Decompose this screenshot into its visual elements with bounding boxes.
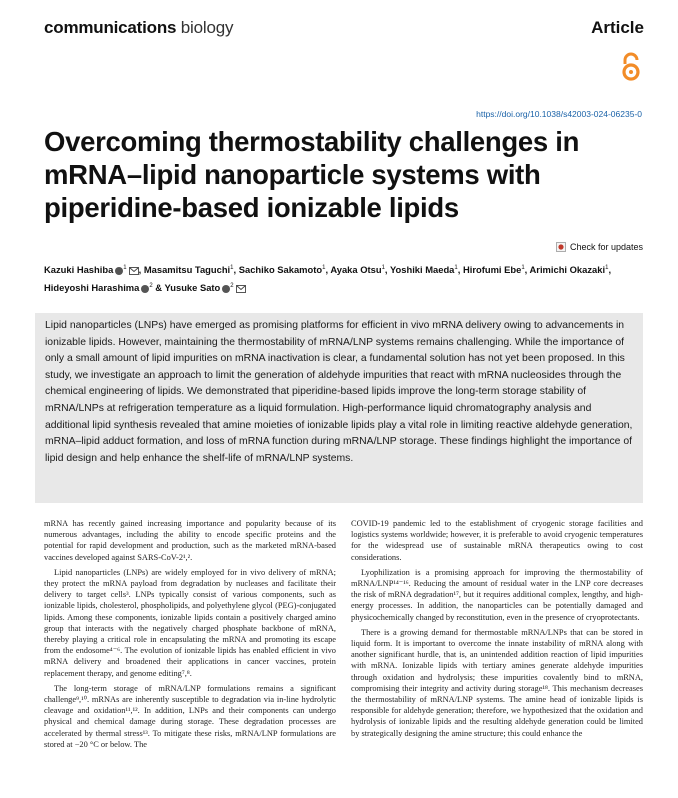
check-updates-button[interactable]: [556, 242, 643, 252]
author[interactable]: [390, 264, 463, 275]
journal-header: [44, 16, 644, 38]
author[interactable]: [463, 264, 530, 275]
author[interactable]: [239, 264, 331, 275]
author-name: Ayaka Otsu: [330, 264, 382, 276]
author[interactable]: [44, 282, 165, 293]
brand-light: biology: [176, 18, 234, 37]
affiliation-marker: 2: [230, 283, 234, 290]
affiliation-marker: 1: [454, 265, 458, 271]
author-separator: ,: [233, 264, 239, 276]
body-paragraph: The long-term storage of mRNA/LNP formulations remains a significant challenge⁹,¹⁰. mRNAs are inherently susceptible to degradation via in-line hydrolytic cleavage and oxidation¹¹,¹². In addition, LNPs and their components can undergo physical and chemical damage during storage. These degradation processes are accelerated by thermal stress¹³. To mitigate these risks, mRNA/LNP formulations are stored at −20 °C or below. The: [44, 683, 336, 749]
affiliation-marker: 1: [230, 265, 234, 271]
author[interactable]: [144, 264, 239, 275]
affiliation-marker: 1: [381, 265, 385, 271]
author-separator: ,: [608, 264, 612, 276]
author-name: Hirofumi Ebe: [462, 264, 522, 276]
open-access-icon[interactable]: [620, 52, 642, 82]
author-name: Kazuki Hashiba: [44, 264, 114, 276]
author-name: Arimichi Okazaki: [529, 264, 606, 276]
body-paragraph: COVID-19 pandemic led to the establishment of cryogenic storage facilities and logistics systems worldwide; however, it is preferable to avoid cryogenic temperatures for the widespread use of sustainable mRNA therapeutics owing to cost considerations.: [351, 519, 643, 562]
author-name: Masamitsu Taguchi: [143, 264, 231, 276]
doi-link[interactable]: https://doi.org/10.1038/s42003-024-06235-0: [476, 109, 642, 119]
body-column-right: [351, 518, 643, 739]
abstract-text: Lipid nanoparticles (LNPs) have emerged as promising platforms for efficient in vivo mRNA delivery owing to advancements in ionizable lipids. However, maintaining the thermostability of mRNA/LNP systems remains challenging. While the importance of only a small amount of lipid impurities on mRNA inactivation is clear, a fundamental solution has not yet been proposed. In this study, we investigate an approach to limit the generation of aldehyde impurities that react with mRNA nucleosides through the chemical engineering of lipids. We demonstrated that piperidine-based lipids improve the long-term storage stability of mRNA/LNPs at refrigeration temperature as a liquid formulation. High-performance liquid chromatography analysis and additional lipid synthesis revealed that amine moieties of ionizable lipids play a vital role in limiting reactive aldehyde generation, mRNA–lipid adduct formation, and loss of mRNA function during mRNA/LNP storage. These findings highlight the importance of lipid design and help enhance the shelf-life of mRNA/LNP systems.: [45, 320, 633, 464]
affiliation-marker: 2: [149, 283, 153, 290]
author-name: Hideyoshi Harashima: [44, 282, 140, 294]
email-icon[interactable]: [236, 285, 246, 293]
abstract-box: [35, 313, 643, 503]
author-separator: ,: [524, 264, 530, 276]
affiliation-marker: 1: [521, 265, 525, 271]
author-separator: &: [152, 282, 165, 294]
email-icon[interactable]: [129, 267, 139, 275]
check-updates-icon: [556, 242, 566, 252]
author-list: [44, 260, 644, 296]
author-name: Yoshiki Maeda: [389, 264, 455, 276]
author[interactable]: [165, 282, 246, 293]
author-separator: ,: [138, 264, 144, 276]
check-updates-label: Check for updates: [569, 242, 643, 252]
affiliation-marker: 1: [322, 265, 326, 271]
affiliation-marker: 1: [605, 265, 609, 271]
body-paragraph: There is a growing demand for thermostable mRNA/LNPs that can be stored in liquid form. It is important to overcome the innate instability of mRNA along with another significant hurdle, that is, an unintended addition reaction of lipid impurities with mRNA. Ionizable lipids with tertiary amines generate aldehyde impurities through oxidation and hydrolysis; these impurities covalently bind to mRNA, compromising their integrity and activity during storage¹⁸. This mechanism decreases the thermostability of mRNA/LNP systems. The amine head of ionizable lipids is responsible for aldehyde generation; therefore, we hypothesized that the oxidation and hydrolysis of ionizable lipids and the resulting aldehyde generation could be limited by strategically designing the amine structure; this could enhance the: [351, 627, 643, 738]
author[interactable]: [44, 264, 144, 275]
author[interactable]: [330, 264, 390, 275]
body-paragraph: Lyophilization is a promising approach for improving the thermostability of mRNA/LNP¹⁴⁻¹⁶. Reducing the amount of residual water in the LNP core decreases the risk of mRNA degradation¹⁷, but it requires additional complex, lengthy, and high-energy processes. In addition, the nanoparticles can be potentially damaged and physicochemically changed by reconstitution, even in the presence of cryoprotectants.: [351, 567, 643, 622]
author-separator: ,: [325, 264, 331, 276]
author-separator: ,: [384, 264, 390, 276]
author-separator: ,: [457, 264, 463, 276]
author-name: Yusuke Sato: [164, 282, 221, 294]
article-type: Article: [591, 18, 644, 37]
body-paragraph: Lipid nanoparticles (LNPs) are widely employed for in vivo delivery of mRNA; they protect the mRNA payload from degradation by nucleases and facilitate their delivery to target cells³. LNPs typically consist of various components, such as ionizable lipids, cholesterol, phospholipids, and polyethylene glycol (PEG)-conjugated lipids. Among these components, ionizable lipids contain a positively charged amino group that interacts with the negatively charged phosphate backbone of mRNA, thereby playing a critical role in encapsulating the mRNA and promoting its escape from the endosome⁴⁻⁶. The evolution of ionizable lipids has enabled efficient in vivo mRNA delivery and broadened their applications in cancer vaccines, protein replacement therapy, and genome editing⁷,⁸.: [44, 567, 336, 678]
affiliation-marker: 1: [123, 265, 127, 271]
body-column-left: [44, 518, 336, 750]
brand-bold: communications: [44, 18, 177, 37]
author-name: Sachiko Sakamoto: [238, 264, 323, 276]
author[interactable]: [530, 264, 612, 275]
journal-brand[interactable]: [44, 18, 233, 38]
body-paragraph: mRNA has recently gained increasing importance and popularity because of its numerous advantages, including the ability to encode specific proteins and the potential for rapid development and production, such as the marketed mRNA-based vaccines developed against SARS-CoV-2¹,².: [44, 519, 336, 562]
article-title: Overcoming thermostability challenges in mRNA–lipid nanoparticle systems with piperidine-based ionizable lipids: [44, 126, 580, 223]
